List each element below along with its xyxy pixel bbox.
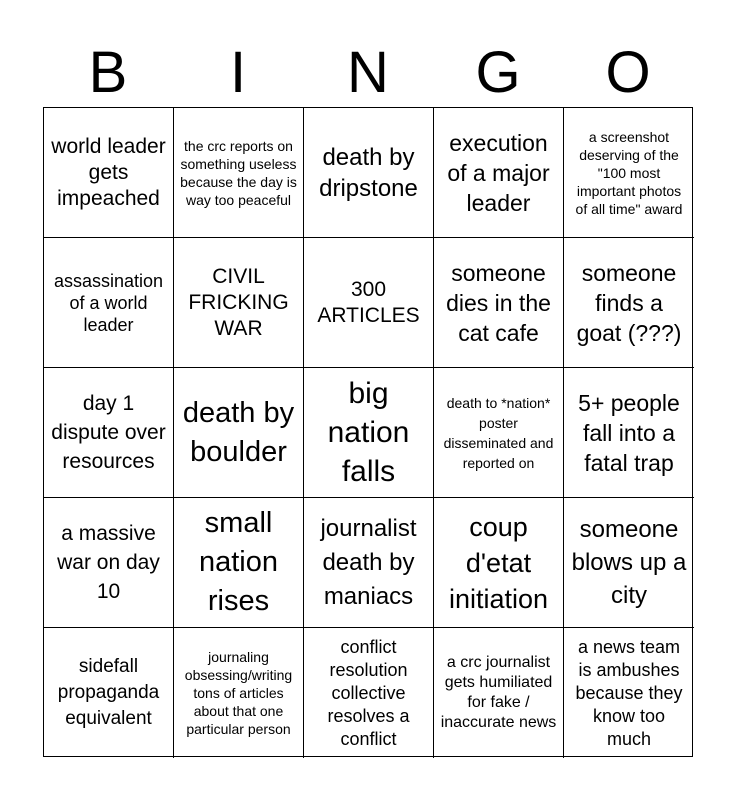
cell-text: someone blows up a city (571, 516, 687, 609)
bingo-cell-r5c4[interactable] (434, 628, 564, 758)
cell-text: 300 ARTICLES (317, 277, 420, 327)
bingo-cell-r2c2[interactable] (174, 238, 304, 368)
cell-text: a screenshot deserving of the "100 most important photos of all time" award (575, 128, 683, 217)
cell-text: sidefall propaganda equivalent (57, 656, 160, 729)
bingo-cell-r3c3[interactable] (304, 368, 434, 498)
header-letter-i: I (229, 40, 247, 105)
bingo-cell-r5c2[interactable] (174, 628, 304, 758)
cell-text: someone finds a goat (???) (576, 259, 682, 346)
cell-text: assassination of a world leader (53, 270, 164, 335)
cell-text: journalist death by maniacs (320, 514, 417, 610)
bingo-cell-r2c1[interactable] (44, 238, 174, 368)
header-letter-b: B (88, 40, 128, 105)
bingo-cell-r5c3[interactable] (304, 628, 434, 758)
bingo-cell-r3c2[interactable] (174, 368, 304, 498)
bingo-cell-r2c4[interactable] (434, 238, 564, 368)
bingo-cell-r1c1[interactable] (44, 108, 174, 238)
bingo-cell-r1c4[interactable] (434, 108, 564, 238)
cell-text: a massive war on day 10 (57, 522, 160, 603)
cell-text: conflict resolution collective resolves a conflict (327, 636, 410, 749)
cell-text: big nation falls (327, 377, 410, 488)
bingo-cell-r1c3[interactable] (304, 108, 434, 238)
cell-text: death to *nation* poster disseminated and reported on (443, 394, 554, 471)
bingo-cell-r5c5[interactable] (564, 628, 694, 758)
bingo-cell-r2c3[interactable] (304, 238, 434, 368)
bingo-cell-r3c1[interactable] (44, 368, 174, 498)
bingo-grid (43, 107, 693, 757)
bingo-header (43, 38, 693, 108)
cell-text: execution of a major leader (447, 129, 550, 216)
bingo-cell-r5c1[interactable] (44, 628, 174, 758)
cell-text: journaling obsessing/writing tons of articles about that one particular person (184, 649, 293, 737)
cell-text: CIVIL FRICKING WAR (188, 264, 289, 340)
bingo-cell-r4c4[interactable] (434, 498, 564, 628)
cell-text: small nation rises (198, 507, 278, 617)
cell-text: a crc journalist gets humiliated for fake / inaccurate news (440, 654, 557, 731)
header-letter-o: O (605, 40, 651, 105)
cell-text: death by boulder (182, 396, 295, 468)
bingo-cell-r4c3[interactable] (304, 498, 434, 628)
bingo-cell-r4c1[interactable] (44, 498, 174, 628)
cell-text: 5+ people fall into a fatal trap (578, 389, 680, 476)
cell-text: a news team is ambushes because they know too much (575, 636, 683, 749)
header-letter-n: N (347, 40, 389, 105)
cell-text: world leader gets impeached (51, 134, 166, 210)
bingo-cell-r4c5[interactable] (564, 498, 694, 628)
bingo-cell-r3c4[interactable] (434, 368, 564, 498)
cell-text: death by dripstone (319, 143, 418, 202)
cell-text: someone dies in the cat cafe (446, 259, 551, 346)
cell-text: day 1 dispute over resources (51, 392, 166, 473)
bingo-cell-r1c2[interactable] (174, 108, 304, 238)
cell-text: the crc reports on something useless because the day is way too peaceful (180, 137, 297, 208)
bingo-cell-r3c5[interactable] (564, 368, 694, 498)
bingo-cell-r2c5[interactable] (564, 238, 694, 368)
header-letter-g: G (475, 40, 521, 105)
bingo-cell-r4c2[interactable] (174, 498, 304, 628)
cell-text: coup d'etat initiation (448, 511, 549, 614)
bingo-cell-r1c5[interactable] (564, 108, 694, 238)
